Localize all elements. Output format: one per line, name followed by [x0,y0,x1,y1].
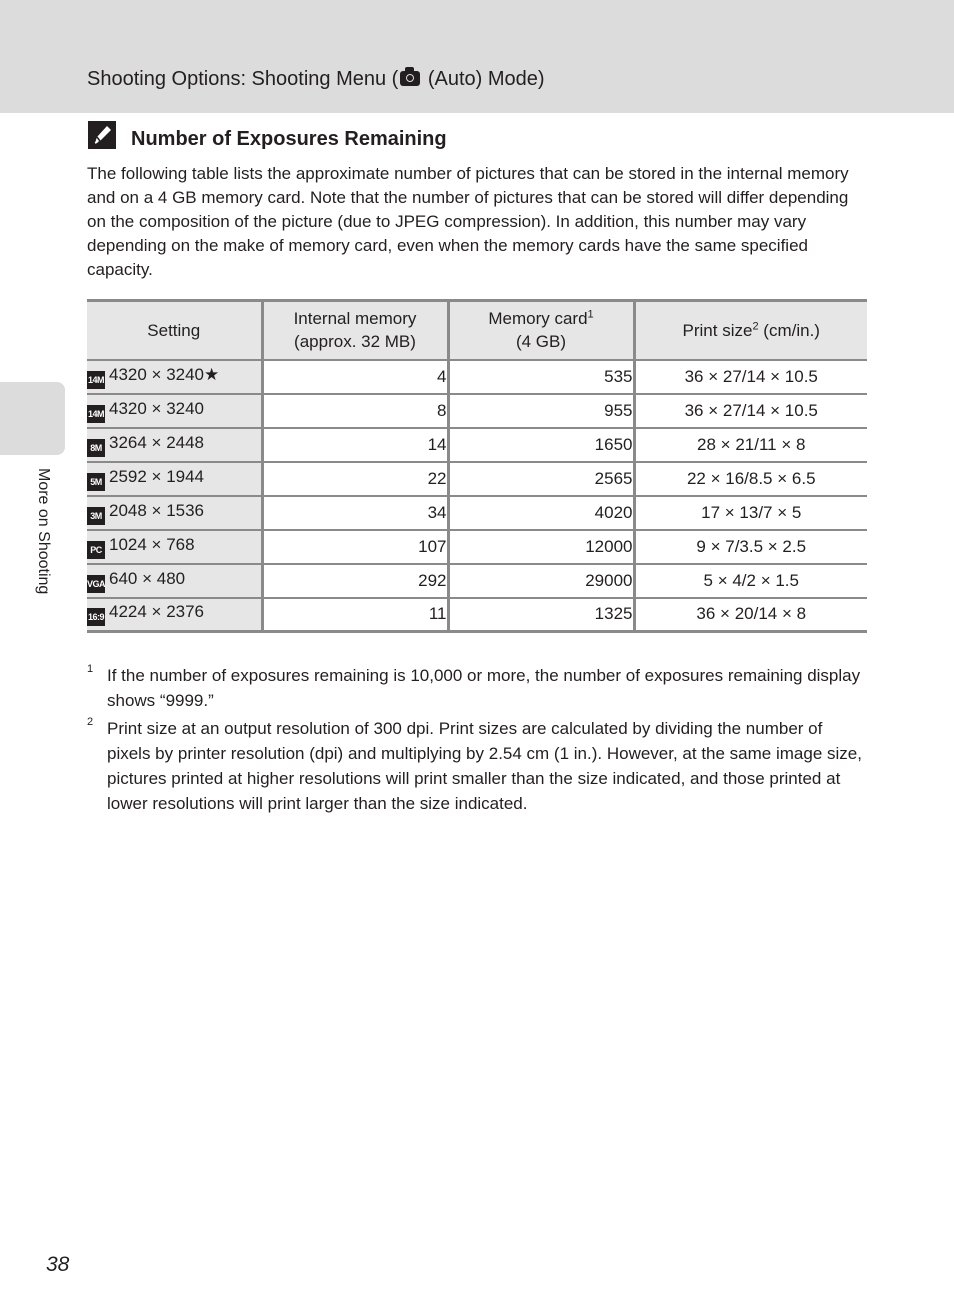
side-tab-label: More on Shooting [35,468,52,595]
pencil-note-icon [88,121,116,149]
header-card-line1: Memory card [488,309,588,329]
image-mode-5m-icon: 5M [87,473,105,491]
section-title: Number of Exposures Remaining [131,128,447,150]
footnote-2 [87,716,867,816]
footnote-1 [87,663,867,713]
setting-label: 4224 × 2376 [109,602,205,622]
table-header-row [87,301,867,360]
setting-label: 2048 × 1536 [109,500,205,520]
setting-label: 1024 × 768 [109,534,195,554]
page-header-title [87,66,545,92]
memory-card-cell: 2565 [448,462,634,496]
table-row [87,360,867,394]
setting-cell [87,496,262,530]
setting-cell [87,530,262,564]
print-size-cell: 17 × 13/7 × 5 [634,496,867,530]
camera-auto-icon [400,71,420,86]
setting-cell [87,598,262,632]
image-mode-vga-icon: VGA [87,575,105,593]
internal-memory-cell: 22 [262,462,448,496]
memory-card-cell: 29000 [448,564,634,598]
memory-card-cell: 955 [448,394,634,428]
header-band [0,0,954,113]
table-row [87,496,867,530]
setting-cell [87,360,262,394]
page-number: 38 [46,1253,70,1276]
internal-memory-cell: 8 [262,394,448,428]
header-print-footnote-mark: 2 [752,320,759,333]
header-internal-line1: Internal memory [293,309,417,329]
footnote-mark: 2 [87,716,94,728]
memory-card-cell: 1650 [448,428,634,462]
header-print-post: (cm/in.) [758,320,820,340]
header-setting: Setting [87,301,262,360]
header-print-size [634,301,867,360]
print-size-cell: 28 × 21/11 × 8 [634,428,867,462]
image-mode-16x9-icon: 16:9 [87,608,105,626]
table-row [87,598,867,632]
memory-card-cell: 12000 [448,530,634,564]
setting-cell [87,394,262,428]
exposures-table [87,299,867,633]
print-size-cell: 36 × 27/14 × 10.5 [634,360,867,394]
print-size-cell: 36 × 27/14 × 10.5 [634,394,867,428]
image-mode-14m-icon: 14M [87,405,105,423]
header-internal-line2: (approx. 32 MB) [294,332,416,352]
setting-label: 640 × 480 [109,568,186,588]
header-title-prefix: Shooting Options: Shooting Menu ( [87,68,399,90]
internal-memory-cell: 34 [262,496,448,530]
header-card-line2: (4 GB) [515,332,567,352]
memory-card-cell: 1325 [448,598,634,632]
setting-label: 4320 × 3240 [109,398,205,418]
memory-card-cell: 4020 [448,496,634,530]
setting-label: 4320 × 3240★ [109,364,220,384]
internal-memory-cell: 292 [262,564,448,598]
internal-memory-cell: 14 [262,428,448,462]
table-row [87,394,867,428]
setting-cell [87,462,262,496]
table-row [87,530,867,564]
image-mode-3m-icon: 3M [87,507,105,525]
table-row [87,428,867,462]
header-card-footnote-mark: 1 [587,308,594,321]
internal-memory-cell: 11 [262,598,448,632]
header-memory-card [448,301,634,360]
image-mode-14m-star-icon: 14M [87,371,105,389]
table-row [87,564,867,598]
internal-memory-cell: 4 [262,360,448,394]
footnote-mark: 1 [87,663,94,675]
setting-cell [87,564,262,598]
side-tab [0,382,65,455]
image-mode-8m-icon: 8M [87,439,105,457]
footnote-text: Print size at an output resolution of 300 dpi. Print sizes are calculated by dividing the number of pixels by printer resolution (dpi) and multiplying by 2.54 cm (1 in.). However, at the same image size, pictures printed at higher resolutions will print smaller than the size indicated, and those printed at lower resolutions will print larger than the size indicated. [107,719,862,813]
setting-cell [87,428,262,462]
internal-memory-cell: 107 [262,530,448,564]
setting-label: 2592 × 1944 [109,466,205,486]
print-size-cell: 22 × 16/8.5 × 6.5 [634,462,867,496]
header-internal-memory [262,301,448,360]
print-size-cell: 5 × 4/2 × 1.5 [634,564,867,598]
intro-paragraph: The following table lists the approximate number of pictures that can be stored in the internal memory and on a 4 GB memory card. Note that the number of pictures that can be stored will differ depending on the composition of the picture (due to JPEG compression). In addition, this number may vary depending on the make of memory card, even when the memory cards have the same specified capacity. [87,164,849,279]
print-size-cell: 9 × 7/3.5 × 2.5 [634,530,867,564]
setting-label: 3264 × 2448 [109,432,205,452]
memory-card-cell: 535 [448,360,634,394]
print-size-cell: 36 × 20/14 × 8 [634,598,867,632]
image-mode-pc-icon: PC [87,541,105,559]
table-row [87,462,867,496]
header-print-pre: Print size [682,320,753,340]
header-title-suffix: (Auto) Mode) [422,68,545,90]
footnote-text: If the number of exposures remaining is 10,000 or more, the number of exposures remaining display shows “9999.” [107,666,861,710]
